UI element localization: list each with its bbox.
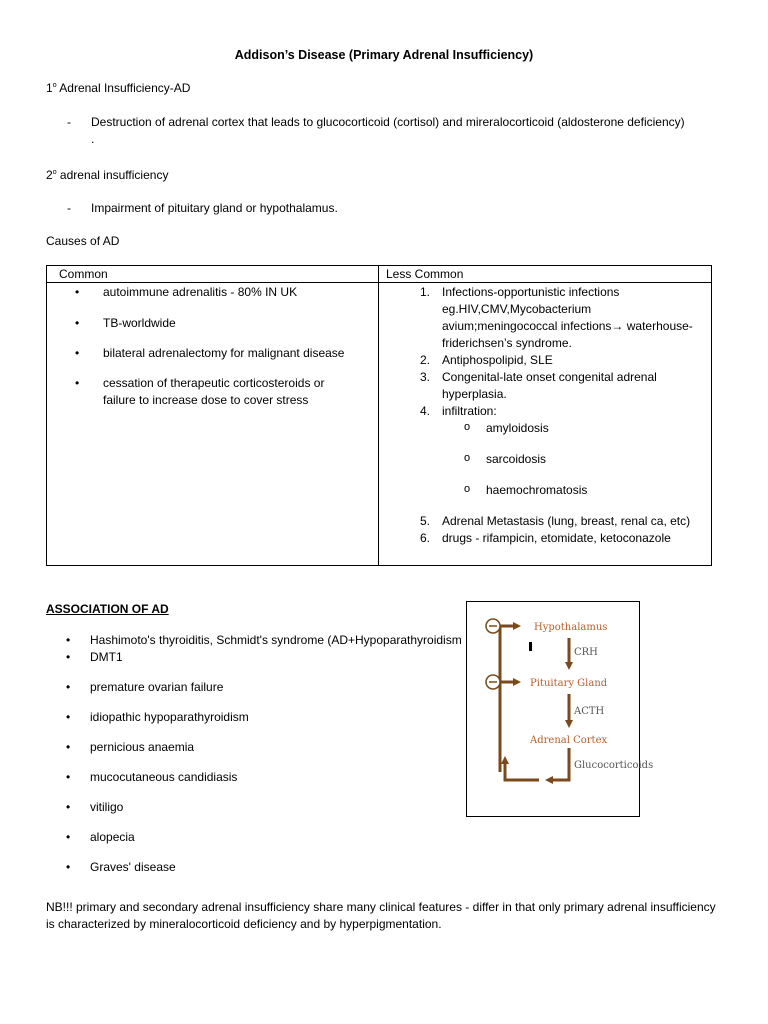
table-header-common: Common	[59, 267, 108, 281]
list-item: • TB-worldwide	[59, 315, 375, 332]
list-number: 4.	[420, 404, 431, 418]
list-text: Adrenal Metastasis (lung, breast, renal ca, etc)	[442, 514, 691, 528]
list-item: • bilateral adrenalectomy for malignant disease	[59, 345, 375, 362]
secondary-description: Impairment of pituitary gland or hypothalamus.	[91, 201, 338, 215]
feedback-up-arrow	[505, 760, 539, 780]
sublist-item: o amyloidosis	[390, 420, 708, 437]
hpa-axis-svg	[467, 602, 654, 816]
secondary-heading-text: adrenal insufficiency	[56, 168, 169, 182]
association-heading: ASSOCIATION OF AD	[46, 602, 169, 616]
primary-dash: -	[67, 115, 71, 129]
list-item: • idiopathic hypoparathyroidism	[46, 709, 476, 726]
list-item: • pernicious anaemia	[46, 739, 476, 756]
list-item: • alopecia	[46, 829, 476, 846]
sublist-item: o sarcoidosis	[390, 451, 708, 468]
primary-heading-sup: o	[52, 82, 57, 89]
glucocorticoids-label: Glucocorticoids	[574, 760, 654, 771]
list-item	[390, 513, 708, 530]
list-item: • Hashimoto's thyroiditis, Schmidt's syndrome (AD+Hypoparathyroidism	[46, 632, 476, 649]
secondary-heading	[46, 167, 168, 184]
common-causes-list	[59, 284, 375, 409]
table-column-divider	[378, 266, 379, 565]
list-text: Infections-opportunistic infections eg.HIV,CMV,Mycobacterium avium;meningococcal infections→ waterhouse-friderichsen’s syndrome.	[442, 285, 693, 350]
sublist-item: o haemochromatosis	[390, 482, 708, 499]
list-text: Antiphospolipid, SLE	[442, 353, 553, 367]
list-item	[390, 352, 708, 369]
acth-label: ACTH	[574, 706, 605, 717]
causes-table	[46, 265, 712, 566]
list-item	[390, 403, 708, 499]
list-item: • premature ovarian failure	[46, 679, 476, 696]
secondary-heading-num: 2	[46, 168, 53, 182]
primary-heading	[46, 80, 190, 97]
causes-heading: Causes of AD	[46, 234, 120, 248]
list-number: 6.	[420, 531, 431, 545]
list-number: 3.	[420, 370, 431, 384]
table-header-less-common: Less Common	[386, 267, 464, 281]
inhibit-circle-top	[486, 619, 500, 633]
list-item	[390, 369, 708, 403]
list-text: infiltration:	[442, 404, 497, 418]
page-title: Addison’s Disease (Primary Adrenal Insufficiency)	[234, 48, 534, 62]
list-item: • Graves' disease	[46, 859, 476, 876]
list-item: • DMT1	[46, 649, 476, 666]
less-common-causes-list	[390, 284, 708, 547]
secondary-dash: -	[67, 201, 71, 215]
list-text: drugs - rifampicin, etomidate, ketoconazole	[442, 531, 671, 545]
list-item	[390, 530, 708, 547]
text-cursor	[529, 642, 532, 651]
crh-label: CRH	[574, 647, 598, 658]
primary-heading-text: Adrenal Insufficiency-AD	[56, 81, 191, 95]
list-item: • cessation of therapeutic corticosteroids or failure to increase dose to cover stress	[59, 375, 333, 409]
pituitary-label: Pituitary Gland	[530, 678, 608, 689]
list-item	[390, 284, 708, 352]
adrenal-label: Adrenal Cortex	[530, 735, 608, 746]
list-item: • autoimmune adrenalitis - 80% IN UK	[59, 284, 375, 301]
list-item: • mucocutaneous candidiasis	[46, 769, 476, 786]
infiltration-sublist	[390, 420, 708, 499]
table-header-divider	[47, 282, 711, 283]
association-list	[46, 632, 476, 876]
list-text: Congenital-late onset congenital adrenal hyperplasia.	[442, 370, 657, 401]
list-item: • vitiligo	[46, 799, 476, 816]
inhibit-circle-middle	[486, 675, 500, 689]
list-number: 2.	[420, 353, 431, 367]
hpa-axis-diagram	[466, 601, 654, 817]
nb-note: NB!!! primary and secondary adrenal insufficiency share many clinical features - differ in that only primary adrenal insufficiency is characterized by mineralocorticoid deficiency and by hyperpigmentation.	[46, 900, 716, 931]
primary-description: Destruction of adrenal cortex that leads to glucocorticoid (cortisol) and mireralocorticoid (aldosterone deficiency) .	[91, 115, 685, 146]
glucocorticoid-arrow	[549, 748, 569, 780]
secondary-heading-sup: o	[52, 169, 57, 176]
list-number: 5.	[420, 514, 431, 528]
hypothalamus-label: Hypothalamus	[534, 622, 608, 633]
primary-heading-num: 1	[46, 81, 53, 95]
list-number: 1.	[420, 285, 431, 299]
